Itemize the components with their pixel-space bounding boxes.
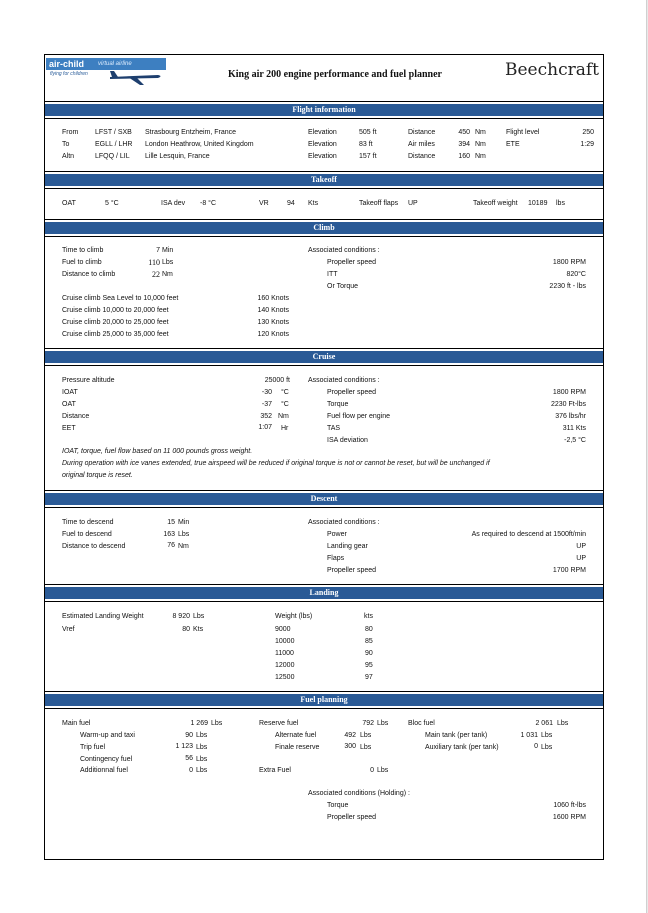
reserve-fuel-unit: Lbs xyxy=(377,720,389,727)
cruise-note: original torque is reset. xyxy=(62,472,133,479)
flight-level-value: 250 xyxy=(582,129,594,136)
contingency-fuel-unit: Lbs xyxy=(196,756,208,763)
alternate-fuel-unit: Lbs xyxy=(360,732,372,739)
takeoff-flaps-label: Takeoff flaps xyxy=(359,200,399,207)
elevation-value: 83 ft xyxy=(359,141,373,148)
takeoff-weight-unit: lbs xyxy=(556,200,565,207)
fuel-to-climb-value: 110 xyxy=(148,258,160,267)
vref-table-weight: 12500 xyxy=(275,674,295,681)
section-landing: Landing xyxy=(45,587,603,599)
cruise-climb-label: Cruise climb 25,000 to 35,000 feet xyxy=(62,331,169,338)
contingency-fuel-value: 56 xyxy=(185,755,193,762)
condition-label: Power xyxy=(327,531,347,538)
holding-torque-value: 1060 ft-lbs xyxy=(553,802,586,809)
vref-table-kts: 95 xyxy=(365,662,373,669)
distance-value: 450 xyxy=(458,129,470,136)
condition-label: Propeller speed xyxy=(327,567,377,574)
condition-value: UP xyxy=(576,543,586,550)
warmup-taxi-label: Warm-up and taxi xyxy=(80,732,135,739)
climb-itt-value: 820°C xyxy=(566,271,586,278)
vref-table-weight: 11000 xyxy=(275,650,294,657)
elevation-value: 505 ft xyxy=(359,129,377,136)
beechcraft-logo: Beechcraft xyxy=(505,60,599,80)
cruise-distance-label: Distance xyxy=(62,413,90,420)
elevation-label: Elevation xyxy=(308,141,337,148)
section-descent: Descent xyxy=(45,493,603,505)
distance-to-climb-value: 22 xyxy=(152,270,160,279)
time-to-descend-value: 15 xyxy=(167,519,175,526)
aux-tank-unit: Lbs xyxy=(541,744,553,751)
takeoff-flaps-value: UP xyxy=(408,200,418,207)
fuel-to-descend-value: 163 xyxy=(163,531,175,538)
main-tank-value: 1 031 xyxy=(520,732,538,739)
section-cruise: Cruise xyxy=(45,351,603,363)
main-fuel-unit: Lbs xyxy=(211,720,223,727)
isa-dev-label: ISA dev xyxy=(161,200,186,207)
landing-weight-value: 8 920 xyxy=(172,613,190,620)
vr-value: 94 xyxy=(287,200,295,207)
trip-fuel-unit: Lbs xyxy=(196,744,208,751)
oat-value: -37 xyxy=(261,401,272,408)
reserve-fuel-value: 792 xyxy=(362,720,374,727)
vref-table-kts: 97 xyxy=(365,674,373,681)
final-reserve-value: 300 xyxy=(344,743,356,750)
elevation-value: 157 ft xyxy=(359,153,377,160)
logo-subline: flying for children xyxy=(50,71,88,77)
fuel-to-climb-label: Fuel to climb xyxy=(62,259,102,266)
ioat-label: IOAT xyxy=(62,389,78,396)
vref-value: 80 xyxy=(182,626,190,633)
climb-itt-label: ITT xyxy=(327,271,338,278)
airport-name: London Heathrow, United Kingdom xyxy=(145,141,254,148)
vref-table-weight-header: Weight (lbs) xyxy=(275,613,313,620)
vref-table-weight: 10000 xyxy=(275,638,295,645)
cruise-climb-value: 160 Knots xyxy=(257,295,289,302)
condition-label: Fuel flow per engine xyxy=(327,413,391,420)
distance-unit: Nm xyxy=(475,129,486,136)
distance-value: 160 xyxy=(458,153,470,160)
warmup-taxi-value: 90 xyxy=(185,732,193,739)
extra-fuel-label: Extra Fuel xyxy=(259,767,291,774)
cruise-distance-unit: Nm xyxy=(278,413,289,420)
ete-value: 1:29 xyxy=(580,141,594,148)
extra-fuel-unit: Lbs xyxy=(377,767,389,774)
additional-fuel-label: Additionnal fuel xyxy=(80,767,128,774)
flight-level-label: Flight level xyxy=(506,129,540,136)
landing-weight-unit: Lbs xyxy=(193,613,205,620)
eet-unit: Hr xyxy=(281,425,289,432)
holding-prop-value: 1600 RPM xyxy=(552,814,586,821)
condition-label: ISA deviation xyxy=(327,437,368,444)
condition-value: 1700 RPM xyxy=(552,567,586,574)
flight-label: Altn xyxy=(62,153,75,160)
cruise-climb-label: Cruise climb 10,000 to 20,000 feet xyxy=(62,307,169,314)
section-fuel-planning: Fuel planning xyxy=(45,694,603,706)
condition-label: Flaps xyxy=(327,555,345,562)
climb-torque-label: Or Torque xyxy=(327,283,358,290)
alternate-fuel-label: Alternate fuel xyxy=(275,732,317,739)
bloc-fuel-label: Bloc fuel xyxy=(408,720,435,727)
elevation-label: Elevation xyxy=(308,153,337,160)
airport-name: Lille Lesquin, France xyxy=(145,153,210,160)
additional-fuel-unit: Lbs xyxy=(196,767,208,774)
oat-value: 5 °C xyxy=(105,200,119,207)
climb-conditions-title: Associated conditions : xyxy=(308,247,380,254)
cruise-climb-value: 130 Knots xyxy=(257,319,289,326)
cruise-conditions-title: Associated conditions : xyxy=(308,377,380,384)
main-fuel-value: 1 269 xyxy=(190,720,208,727)
distance-to-descend-label: Distance to descend xyxy=(62,543,126,550)
climb-torque-value: 2230 ft - lbs xyxy=(549,283,586,290)
vref-table-kts: 90 xyxy=(365,650,373,657)
section-flight-information: Flight information xyxy=(45,104,603,116)
airport-codes: LFQQ / LIL xyxy=(95,153,130,160)
airport-name: Strasbourg Entzheim, France xyxy=(145,129,237,136)
vref-table-kts: 85 xyxy=(365,638,373,645)
time-to-climb-unit: Min xyxy=(162,247,174,254)
condition-label: Landing gear xyxy=(327,543,368,550)
fuel-to-descend-unit: Lbs xyxy=(178,531,190,538)
eet-label: EET xyxy=(62,425,76,432)
aux-tank-label: Auxiliary tank (per tank) xyxy=(425,744,499,751)
vref-label: Vref xyxy=(62,626,75,633)
trip-fuel-label: Trip fuel xyxy=(80,744,106,751)
distance-to-climb-label: Distance to climb xyxy=(62,271,116,278)
condition-value: 311 Kts xyxy=(562,425,586,432)
condition-label: TAS xyxy=(327,425,341,432)
distance-label: Distance xyxy=(408,129,436,136)
distance-to-climb-unit: Nm xyxy=(162,271,173,278)
final-reserve-unit: Lbs xyxy=(360,744,372,751)
eet-value: 1:07 xyxy=(258,424,272,431)
oat-unit: °C xyxy=(281,401,289,408)
contingency-fuel-label: Contingency fuel xyxy=(80,756,133,763)
holding-conditions-title: Associated conditions (Holding) : xyxy=(308,790,410,797)
vref-table-weight: 12000 xyxy=(275,662,295,669)
page-title: King air 200 engine performance and fuel planner xyxy=(228,69,442,80)
air-miles-unit: Nm xyxy=(475,141,486,148)
cruise-climb-value: 120 Knots xyxy=(257,331,289,338)
oat-label: OAT xyxy=(62,200,76,207)
climb-prop-value: 1800 RPM xyxy=(552,259,586,266)
airplane-icon xyxy=(108,68,164,86)
condition-value: -2,5 °C xyxy=(564,437,586,444)
additional-fuel-value: 0 xyxy=(189,767,193,774)
cruise-climb-label: Cruise climb Sea Level to 10,000 feet xyxy=(62,295,179,302)
air-miles-value: 394 xyxy=(458,141,470,148)
logo-tagline: virtual airline xyxy=(98,61,132,67)
condition-value: UP xyxy=(576,555,586,562)
landing-weight-label: Estimated Landing Weight xyxy=(62,613,144,620)
oat-label: OAT xyxy=(62,401,76,408)
distance-to-descend-value: 76 xyxy=(167,542,175,549)
condition-label: Propeller speed xyxy=(327,389,377,396)
cruise-note: IOAT, torque, fuel flow based on 11 000 pounds gross weight. xyxy=(62,448,253,455)
aux-tank-value: 0 xyxy=(534,743,538,750)
section-takeoff: Takeoff xyxy=(45,174,603,186)
fuel-to-climb-unit: Lbs xyxy=(162,259,174,266)
ete-label: ETE xyxy=(506,141,520,148)
section-climb: Climb xyxy=(45,222,603,234)
airport-codes: LFST / SXB xyxy=(95,129,132,136)
vref-unit: Kts xyxy=(193,626,204,633)
condition-value: 1800 RPM xyxy=(552,389,586,396)
condition-value: 2230 Ft-lbs xyxy=(550,401,586,408)
holding-torque-label: Torque xyxy=(327,802,349,809)
trip-fuel-value: 1 123 xyxy=(175,743,193,750)
time-to-descend-unit: Min xyxy=(178,519,190,526)
fuel-to-descend-label: Fuel to descend xyxy=(62,531,112,538)
air-child-logo xyxy=(46,58,166,86)
time-to-descend-label: Time to descend xyxy=(62,519,114,526)
time-to-climb-label: Time to climb xyxy=(62,247,104,254)
warmup-taxi-unit: Lbs xyxy=(196,732,208,739)
flight-label: From xyxy=(62,129,79,136)
condition-value: As required to descend at 1500ft/min xyxy=(471,531,586,538)
air-miles-label: Air miles xyxy=(408,141,435,148)
extra-fuel-value: 0 xyxy=(370,767,374,774)
airport-codes: EGLL / LHR xyxy=(95,141,133,148)
ioat-unit: °C xyxy=(281,389,289,396)
distance-unit: Nm xyxy=(475,153,486,160)
takeoff-weight-value: 10189 xyxy=(528,200,548,207)
cruise-climb-label: Cruise climb 20,000 to 25,000 feet xyxy=(62,319,169,326)
logo-text: air-child xyxy=(49,59,85,69)
distance-to-descend-unit: Nm xyxy=(178,543,189,550)
vref-table-kts-header: kts xyxy=(364,613,373,620)
condition-label: Torque xyxy=(327,401,349,408)
main-tank-unit: Lbs xyxy=(541,732,553,739)
cruise-distance-value: 352 xyxy=(260,413,272,420)
vr-unit: Kts xyxy=(308,200,319,207)
distance-label: Distance xyxy=(408,153,436,160)
vr-label: VR xyxy=(259,200,269,207)
bloc-fuel-unit: Lbs xyxy=(557,720,569,727)
reserve-fuel-label: Reserve fuel xyxy=(259,720,299,727)
ioat-value: -30 xyxy=(261,389,272,396)
vref-table-kts: 80 xyxy=(365,626,373,633)
alternate-fuel-value: 492 xyxy=(344,732,356,739)
main-fuel-label: Main fuel xyxy=(62,720,91,727)
isa-dev-value: -8 °C xyxy=(200,200,217,207)
bloc-fuel-value: 2 061 xyxy=(535,720,553,727)
flight-label: To xyxy=(62,141,70,148)
cruise-climb-value: 140 Knots xyxy=(257,307,289,314)
time-to-climb-value: 7 xyxy=(156,247,160,254)
pressure-altitude-label: Pressure altitude xyxy=(62,377,115,384)
elevation-label: Elevation xyxy=(308,129,337,136)
final-reserve-label: Finale reserve xyxy=(275,744,320,751)
condition-value: 376 lbs/hr xyxy=(555,413,586,420)
climb-prop-label: Propeller speed xyxy=(327,259,377,266)
vref-table-weight: 9000 xyxy=(275,626,291,633)
holding-prop-label: Propeller speed xyxy=(327,814,377,821)
descent-conditions-title: Associated conditions : xyxy=(308,519,380,526)
takeoff-weight-label: Takeoff weight xyxy=(473,200,518,207)
pressure-altitude-value: 25000 ft xyxy=(264,377,290,384)
cruise-note: During operation with ice vanes extended, true airspeed will be reduced if original torque is not or cannot be reset, but will be unchanged if xyxy=(62,460,490,467)
main-tank-label: Main tank (per tank) xyxy=(425,732,488,739)
